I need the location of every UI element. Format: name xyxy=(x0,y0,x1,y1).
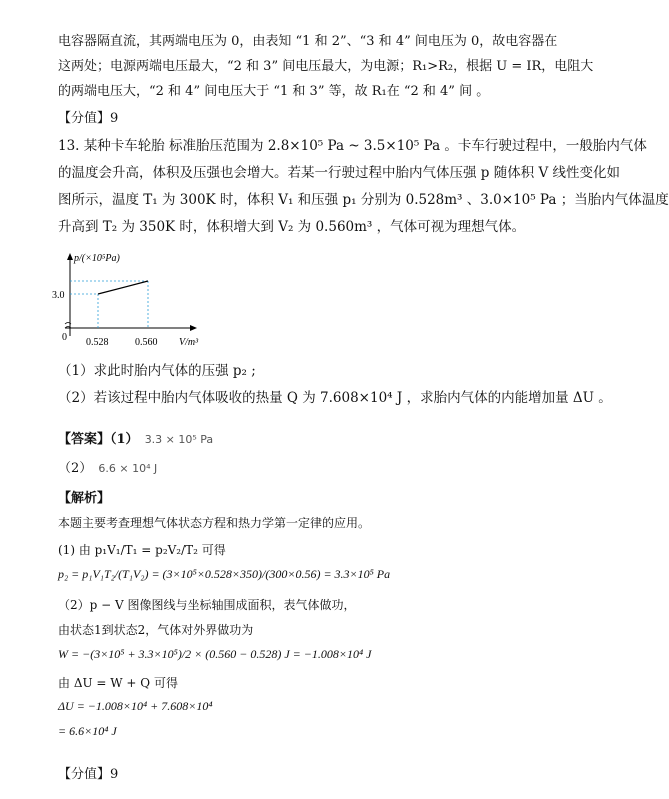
answer-1: 3.3 × 10⁵ Pa xyxy=(144,433,214,446)
analysis-label: 【解析】 xyxy=(58,491,111,506)
problem-line: 升高到 T₂ 为 350K 时，体积增大到 V₂ 为 0.560m³ ，气体可视为理想气体。 xyxy=(58,219,526,235)
analysis-step: 由状态1到状态2，气体对外界做功为 xyxy=(58,623,254,637)
answer-row-1 xyxy=(58,428,213,447)
analysis-equation: = 6.6×10⁴ J xyxy=(58,724,117,738)
answer-2: 6.6 × 10⁴ J xyxy=(98,462,158,475)
problem-line: 13. 某种卡车轮胎 标准胎压范围为 2.8×10⁵ Pa ~ 3.5×10⁵ Pa 。卡车行驶过程中，一般胎内气体 xyxy=(58,138,647,154)
question-1: （1）求此时胎内气体的压强 p₂ ; xyxy=(58,363,256,379)
text-line: 的两端电压大，“2 和 4” 间电压大于 “1 和 3” 等，故 R₁在 “2 和 4” 间 。 xyxy=(58,84,490,99)
y-axis-label: p/(×10⁵Pa) xyxy=(74,253,120,264)
analysis-step: （2）p − V 图像图线与坐标轴围成面积，表气体做功， xyxy=(58,598,356,612)
x-tick-label: 0.560 xyxy=(135,337,158,348)
origin-label: 0 xyxy=(62,332,67,343)
analysis-equation: ΔU = −1.008×10⁴ + 7.608×10⁴ xyxy=(58,699,213,713)
answer-row-2 xyxy=(58,457,157,476)
x-axis-arrow xyxy=(190,325,197,331)
problem-line: 的温度会升高，体积及压强也会增大。若某一行驶过程中胎内气体压强 p 随体积 V 线性变化如 xyxy=(58,165,621,181)
problem-line: 图所示，温度 T₁ 为 300K 时，体积 V₁ 和压强 p₁ 分别为 0.528m³ 、3.0×10⁵ Pa ；当胎内气体温度 xyxy=(58,192,669,208)
answer-label-2: （2） xyxy=(58,461,93,476)
answer-label: 【答案】（1） xyxy=(58,432,139,447)
y-axis-arrow xyxy=(67,253,73,260)
score-label: 【分值】9 xyxy=(58,111,119,126)
pv-line xyxy=(98,281,148,294)
question-2: （2）若该过程中胎内气体吸收的热量 Q 为 7.608×10⁴ J ，求胎内气体的内能增加量 ΔU 。 xyxy=(58,390,612,406)
text-line: 这两处；电源两端电压最大，“2 和 3” 间电压最大，为电源；R₁>R₂，根据 U = IR，电阻大 xyxy=(58,59,594,74)
analysis-step: (1) 由 p₁V₁/T₁ = p₂V₂/T₂ 可得 xyxy=(58,543,226,557)
pv-graph xyxy=(52,250,215,350)
analysis-intro: 本题主要考查理想气体状态方程和热力学第一定律的应用。 xyxy=(58,516,371,530)
x-axis-label: V/m³ xyxy=(179,337,199,348)
x-tick-label: 0.528 xyxy=(86,337,109,348)
y-tick-label: 3.0 xyxy=(52,290,65,301)
score-label: 【分值】9 xyxy=(58,767,119,782)
analysis-equation: W = −(3×10⁵ + 3.3×10⁵)/2 × (0.560 − 0.528) J = −1.008×10⁴ J xyxy=(58,647,372,661)
analysis-step: 由 ΔU = W + Q 可得 xyxy=(58,676,178,690)
text-line: 电容器隔直流，其两端电压为 0，由表知 “1 和 2”、“3 和 4” 间电压为 0，故电容器在 xyxy=(58,34,558,49)
analysis-equation: p₂ = p₁V₁T₂/(T₁V₂) = (3×10⁵×0.528×350)/(300×0.56) = 3.3×10⁵ Pa xyxy=(58,567,391,581)
